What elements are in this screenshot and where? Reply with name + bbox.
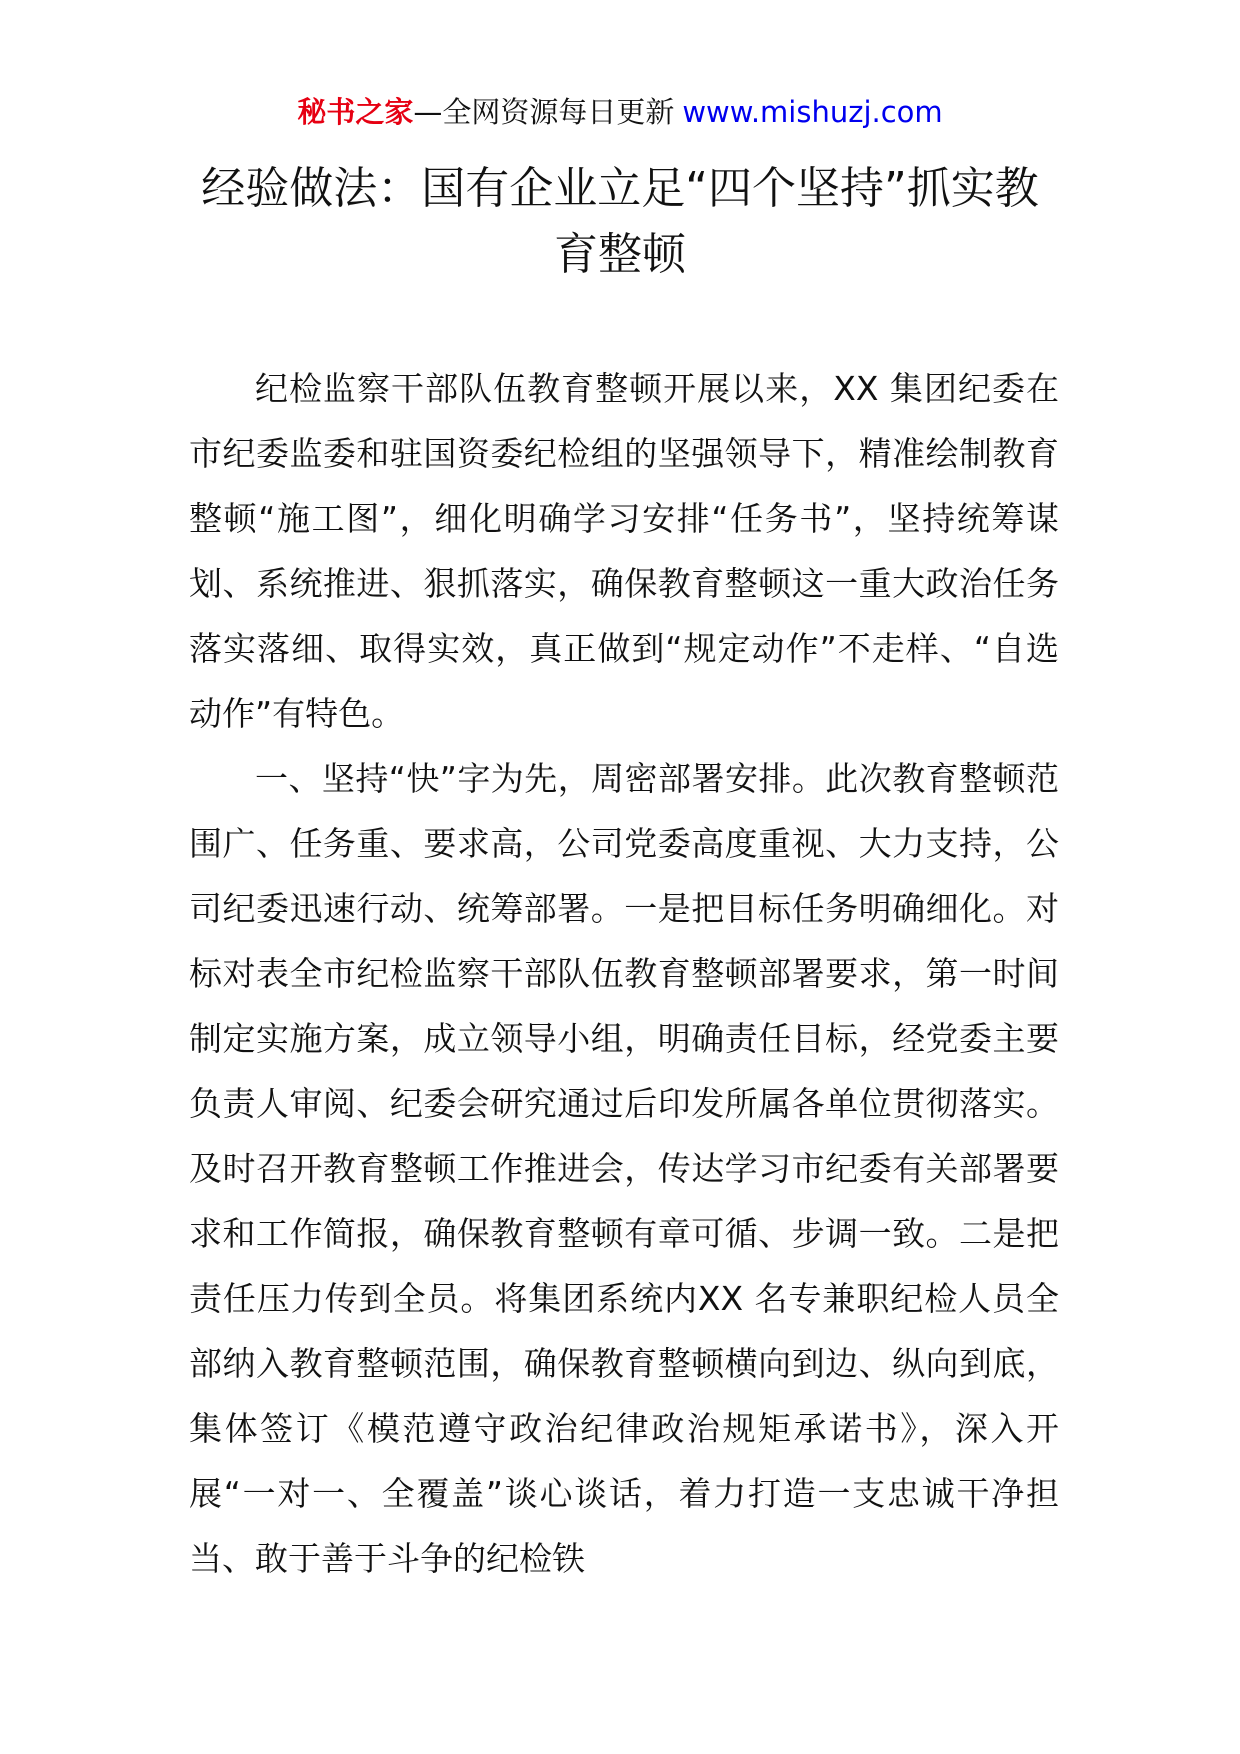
site-brand: 秘书之家 (297, 95, 414, 129)
section-one-paragraph: 一、坚持“快”字为先，周密部署安排。此次教育整顿范围广、任务重、要求高，公司党委高度重视、大力支持，公司纪委迅速行动、统筹部署。一是把目标任务明确细化。对标对表全市纪检监察干部队伍教育整顿部署要求，第一时间制定实施方案，成立领导小组，明确责任目标，经党委主要负责人审阅、纪委会研究通过后印发所属各单位贯彻落实。及时召开教育整顿工作推进会，传达学习市纪委有关部署要求和工作简报，确保教育整顿有章可循、步调一致。二是把责任压力传到全员。将集团系统内XX 名专兼职纪检人员全部纳入教育整顿范围，确保教育整顿横向到边、纵向到底，集体签订《模范遵守政治纪律政治规矩承诺书》，深入开展“一对一、全覆盖”谈心谈话，着力打造一支忠诚干净担当、敢于善于斗争的纪检铁 (189, 759, 1059, 1578)
site-tagline: —全网资源每日更新 (413, 95, 675, 129)
site-url-link[interactable]: www.mishuzj.com (682, 95, 943, 129)
intro-paragraph: 纪检监察干部队伍教育整顿开展以来，XX 集团纪委在市纪委监委和驻国资委纪检组的坚强领导下，精准绘制教育整顿“施工图”，细化明确学习安排“任务书”，坚持统筹谋划、系统推进、狠抓落实，确保教育整顿这一重大政治任务落实落细、取得实效，真正做到“规定动作”不走样、“自选动作”有特色。 (189, 369, 1059, 733)
site-header (0, 92, 1240, 132)
document-title: 经验做法：国有企业立足“四个坚持”抓实教育整顿 (201, 163, 1039, 280)
document-body (189, 356, 1059, 1591)
